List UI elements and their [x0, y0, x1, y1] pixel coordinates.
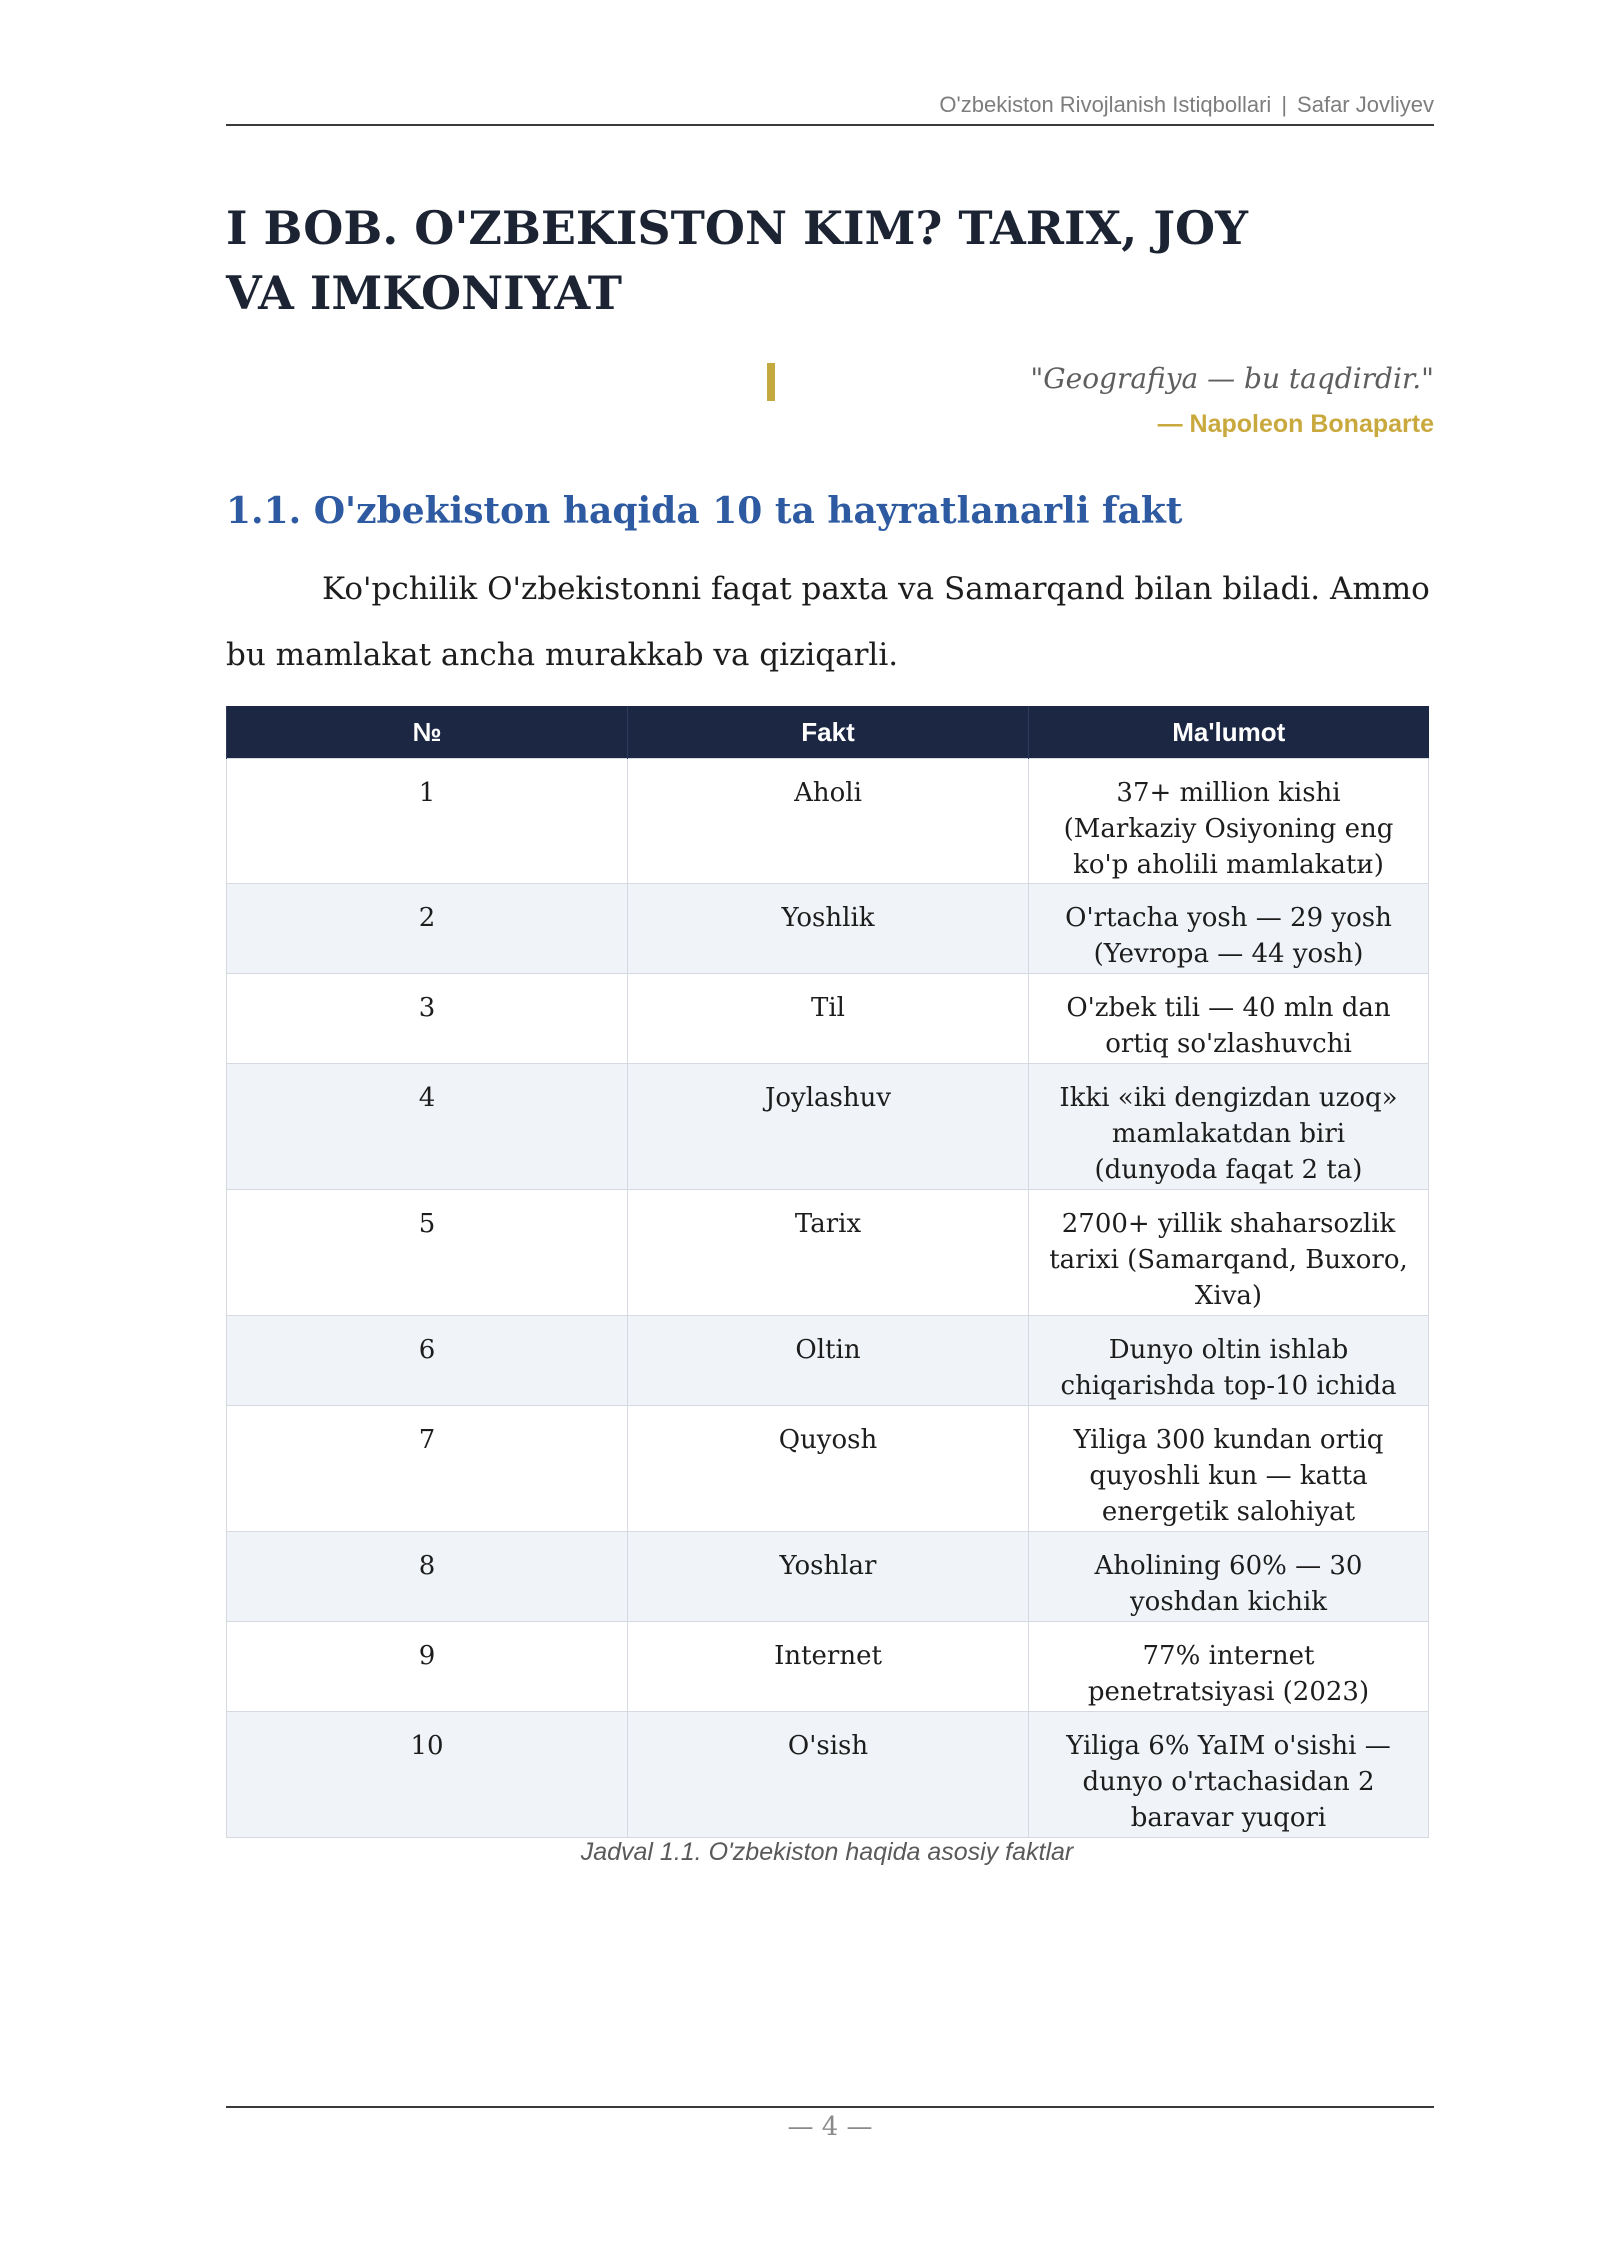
- epigraph-accent-bar: [767, 363, 775, 401]
- info-cell: 37+ million kishi (Markaziy Osiyoning eng ko'p aholili mamlakatи): [1029, 759, 1429, 884]
- fact-cell: Joylashuv: [628, 1064, 1029, 1190]
- table-row: [227, 1532, 1429, 1622]
- fact-cell: Yoshlar: [628, 1532, 1029, 1622]
- table-row: [227, 884, 1429, 974]
- intro-paragraph: Ko'pchilik O'zbekistonni faqat paxta va Samarqand bilan biladi. Ammo bu mamlakat ancha murakkab va qiziqarli.: [226, 571, 1430, 673]
- info-cell: Aholining 60% — 30 yoshdan kichik: [1029, 1532, 1429, 1622]
- row-number-cell: 2: [227, 884, 628, 974]
- column-header-info: Ma'lumot: [1029, 706, 1429, 759]
- facts-table: [226, 706, 1429, 1838]
- footer-rule: [226, 2106, 1434, 2108]
- running-header: [226, 92, 1434, 126]
- section-title: 1.1. O'zbekiston haqida 10 ta hayratlanarli fakt: [226, 490, 1183, 532]
- epigraph-author: — Napoleon Bonaparte: [1157, 410, 1434, 438]
- row-number-cell: 8: [227, 1532, 628, 1622]
- info-cell: Yiliga 300 kundan ortiq quyoshli kun — katta energetik salohiyat: [1029, 1406, 1429, 1532]
- info-cell: O'rtacha yosh — 29 yosh (Yevropa — 44 yosh): [1029, 884, 1429, 974]
- table-row: [227, 759, 1429, 884]
- table-row: [227, 1406, 1429, 1532]
- fact-cell: Oltin: [628, 1316, 1029, 1406]
- row-number-cell: 7: [227, 1406, 628, 1532]
- table-row: [227, 1316, 1429, 1406]
- header-separator: |: [1281, 92, 1288, 117]
- info-cell: O'zbek tili — 40 mln dan ortiq so'zlashuvchi: [1029, 974, 1429, 1064]
- info-cell: Dunyo oltin ishlab chiqarishda top-10 ichida: [1029, 1316, 1429, 1406]
- header-book-title: O'zbekiston Rivojlanish Istiqbollari: [939, 92, 1272, 117]
- table-row: [227, 1190, 1429, 1316]
- row-number-cell: 9: [227, 1622, 628, 1712]
- info-cell: Ikki «iki dengizdan uzoq» mamlakatdan biri (dunyoda faqat 2 ta): [1029, 1064, 1429, 1190]
- page-number: — 4 —: [787, 2112, 873, 2142]
- row-number-cell: 3: [227, 974, 628, 1064]
- table-row: [227, 974, 1429, 1064]
- table-caption: Jadval 1.1. O'zbekiston haqida asosiy faktlar: [580, 1838, 1074, 1866]
- info-cell: 77% internet penetratsiyasi (2023): [1029, 1622, 1429, 1712]
- fact-cell: Til: [628, 974, 1029, 1064]
- row-number-cell: 1: [227, 759, 628, 884]
- row-number-cell: 4: [227, 1064, 628, 1190]
- table-row: [227, 1622, 1429, 1712]
- row-number-cell: 10: [227, 1712, 628, 1838]
- header-author: Safar Jovliyev: [1297, 92, 1434, 117]
- fact-cell: Tarix: [628, 1190, 1029, 1316]
- column-header-number: №: [227, 706, 628, 759]
- fact-cell: O'sish: [628, 1712, 1029, 1838]
- row-number-cell: 6: [227, 1316, 628, 1406]
- info-cell: Yiliga 6% YaIM o'sishi — dunyo o'rtachasidan 2 baravar yuqori: [1029, 1712, 1429, 1838]
- fact-cell: Internet: [628, 1622, 1029, 1712]
- table-row: [227, 1064, 1429, 1190]
- epigraph-quote: "Geografiya — bu taqdirdir.": [1030, 362, 1434, 395]
- chapter-title: I BOB. O'ZBEKISTON KIM? TARIX, JOY VA IMKONIYAT: [226, 201, 1248, 320]
- info-cell: 2700+ yillik shaharsozlik tarixi (Samarqand, Buxoro, Xiva): [1029, 1190, 1429, 1316]
- fact-cell: Quyosh: [628, 1406, 1029, 1532]
- fact-cell: Yoshlik: [628, 884, 1029, 974]
- column-header-fact: Fakt: [628, 706, 1029, 759]
- table-row: [227, 1712, 1429, 1838]
- table-header-row: [227, 706, 1429, 759]
- fact-cell: Aholi: [628, 759, 1029, 884]
- row-number-cell: 5: [227, 1190, 628, 1316]
